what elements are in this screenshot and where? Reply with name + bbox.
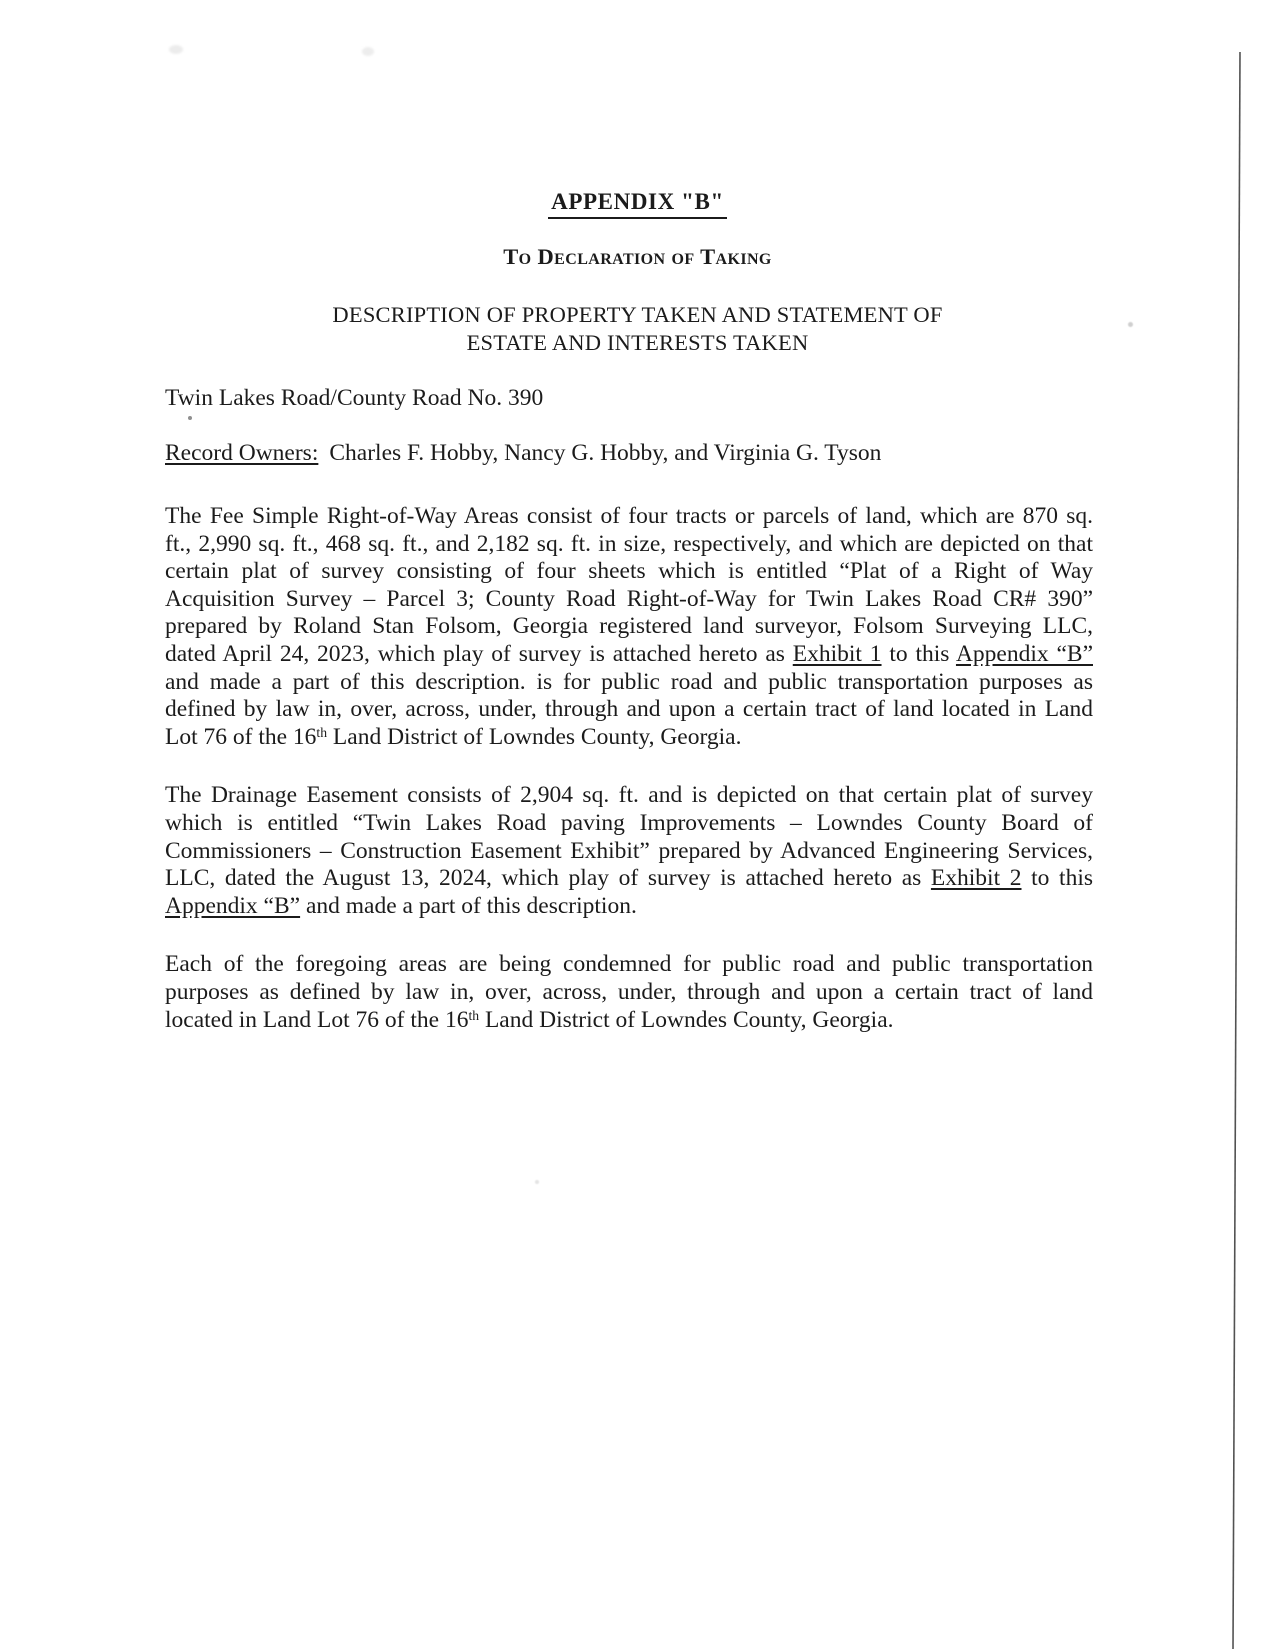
text-segment: The Fee Simple Right-of-Way Areas consist of four tracts or parcels of land, which are 870 sq. xyxy=(165,503,1093,529)
page-title xyxy=(0,189,1275,219)
paragraph-3-line-3 xyxy=(165,1007,1093,1035)
underlined-reference: Exhibit 1 xyxy=(792,640,882,667)
paragraph-1-line-4 xyxy=(165,586,1093,614)
page-title-text: APPENDIX "B" xyxy=(548,189,727,219)
underlined-reference: Exhibit 2 xyxy=(930,865,1022,892)
underlined-reference: Appendix “B” xyxy=(165,892,301,919)
text-segment: ft., 2,990 sq. ft., 468 sq. ft., and 2,182 sq. ft. in size, respectively, and which are depicted on that xyxy=(165,530,1093,557)
paragraph-2-line-5 xyxy=(165,893,1093,921)
text-segment: prepared by Roland Stan Folsom, Georgia registered land surveyor, Folsom Surveying LLC, xyxy=(165,613,1093,640)
text-segment: certain plat of survey consisting of four sheets which is entitled “Plat of a Right of Way xyxy=(165,558,1093,585)
paragraph-2-line-2 xyxy=(165,810,1093,838)
paragraph-1 xyxy=(165,503,1093,751)
text-segment: defined by law in, over, across, under, through and upon a certain tract of land located in Land xyxy=(165,696,1093,723)
paragraph-2-line-4 xyxy=(165,865,1093,893)
text-segment: to this xyxy=(1021,865,1093,892)
paragraph-1-line-9 xyxy=(165,724,1093,752)
text-segment: The Drainage Easement consists of 2,904 sq. ft. and is depicted on that certain plat of survey xyxy=(165,782,1093,809)
paragraph-1-line-5 xyxy=(165,613,1093,641)
text-segment: located in Land Lot 76 of the 16 xyxy=(165,1006,469,1033)
paragraph-2-line-3 xyxy=(165,838,1093,866)
record-owners-line xyxy=(165,440,1093,468)
text-segment: Lot 76 of the 16 xyxy=(165,723,317,750)
page-subtitle: To Declaration of Taking xyxy=(503,244,772,269)
text-segment: LLC, dated the August 13, 2024, which play of survey is attached hereto as xyxy=(165,865,931,892)
text-segment: which is entitled “Twin Lakes Road paving Improvements – Lowndes County Board of xyxy=(165,809,1093,836)
ordinal-superscript: th xyxy=(468,1007,480,1023)
scan-speck xyxy=(169,45,183,54)
text-segment: purposes as defined by law in, over, across, under, through and upon a certain tract of land xyxy=(165,978,1093,1005)
paragraph-2-line-1 xyxy=(165,782,1093,810)
paragraph-2 xyxy=(165,782,1093,920)
paragraph-3 xyxy=(165,951,1093,1034)
text-segment: Each of the foregoing areas are being condemned for public road and public transportation xyxy=(165,951,1093,978)
text-segment: to this xyxy=(881,640,956,667)
text-segment: Land District of Lowndes County, Georgia. xyxy=(479,1006,894,1033)
text-segment: Land District of Lowndes County, Georgia. xyxy=(327,723,742,750)
underlined-reference: Appendix “B” xyxy=(955,640,1093,667)
paragraph-1-line-2 xyxy=(165,531,1093,559)
description-heading-line-1: DESCRIPTION OF PROPERTY TAKEN AND STATEMENT OF xyxy=(332,302,943,327)
scan-speck xyxy=(188,416,192,420)
property-identifier: Twin Lakes Road/County Road No. 390 xyxy=(165,385,544,411)
paragraph-1-line-6 xyxy=(165,641,1093,669)
text-segment: Commissioners – Construction Easement Exhibit” prepared by Advanced Engineering Services, xyxy=(165,837,1093,864)
text-segment: and made a part of this description. xyxy=(300,892,637,919)
record-owners-label: Record Owners: xyxy=(165,440,319,466)
paragraph-1-line-7 xyxy=(165,669,1093,697)
paragraph-1-line-1 xyxy=(165,503,1093,531)
paragraph-3-line-1 xyxy=(165,951,1093,979)
paragraph-3-line-2 xyxy=(165,979,1093,1007)
paragraph-1-line-8 xyxy=(165,696,1093,724)
text-segment: Acquisition Survey – Parcel 3; County Road Right-of-Way for Twin Lakes Road CR# 390” xyxy=(165,585,1093,612)
ordinal-superscript: th xyxy=(316,724,328,740)
description-heading-line-2: ESTATE AND INTERESTS TAKEN xyxy=(466,329,809,355)
record-owners-value: Charles F. Hobby, Nancy G. Hobby, and Virginia G. Tyson xyxy=(329,440,882,466)
text-segment: and made a part of this description. is for public road and public transportation purposes as xyxy=(165,668,1093,695)
description-heading xyxy=(0,301,1275,356)
paragraph-1-line-3 xyxy=(165,558,1093,586)
body-paragraphs xyxy=(165,503,1093,1065)
text-segment: dated April 24, 2023, which play of survey is attached hereto as xyxy=(165,640,793,667)
scan-speck xyxy=(535,1180,539,1184)
scan-speck xyxy=(362,47,374,56)
